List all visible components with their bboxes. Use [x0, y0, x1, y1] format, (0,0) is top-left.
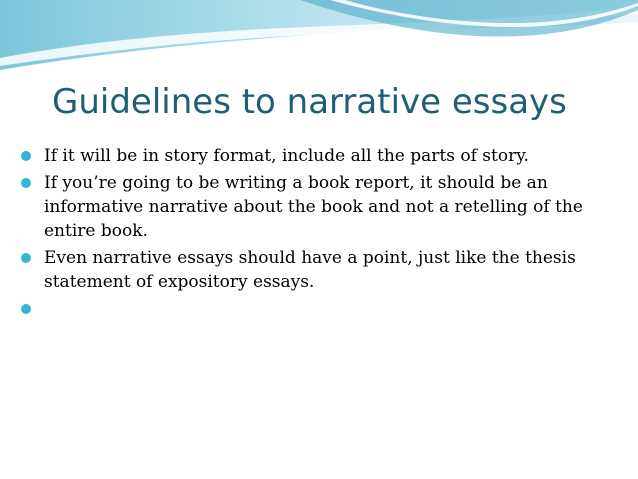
bullet-dot-icon: [21, 178, 31, 188]
bullet-item-empty: [14, 297, 624, 321]
bullet-item: [14, 144, 624, 168]
bullet-item: [14, 246, 624, 294]
bullet-text: If you’re going to be writing a book report, it should be an informative narrative about the book and not a retelling of the entire book.: [44, 173, 583, 241]
wave-banner: [0, 0, 638, 80]
slide-title: Guidelines to narrative essays: [52, 82, 567, 122]
bullet-dot-icon: [21, 151, 31, 161]
bullet-text: [44, 297, 624, 321]
bullet-list: [14, 144, 624, 324]
bullet-dot-icon: [21, 304, 31, 314]
bullet-text: If it will be in story format, include all the parts of story.: [44, 146, 529, 166]
bullet-text: Even narrative essays should have a point, just like the thesis statement of expository essays.: [44, 248, 576, 292]
bullet-item: [14, 171, 624, 243]
bullet-dot-icon: [21, 253, 31, 263]
